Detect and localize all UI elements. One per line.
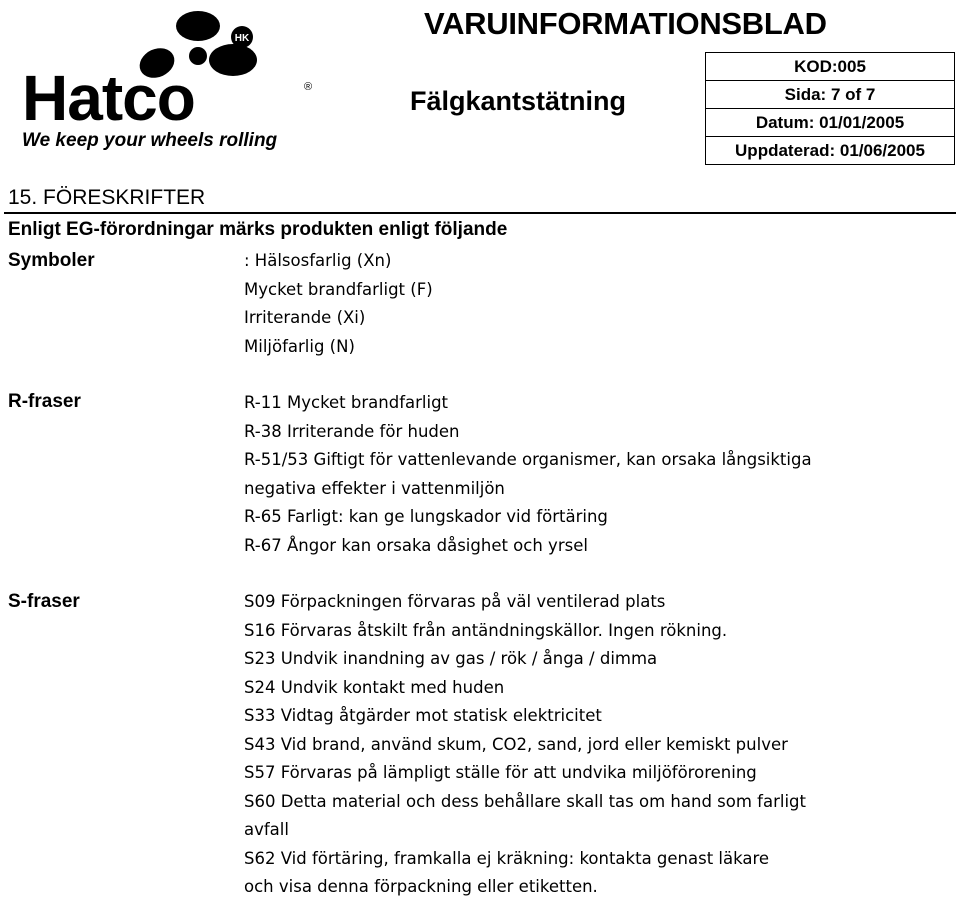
symboler-line: Irriterande (Xi) [244,308,366,327]
meta-kod: KOD:005 [706,53,955,81]
section-subtitle: Enligt EG-förordningar märks produkten enligt följande [8,219,508,240]
document-title: VARUINFORMATIONSBLAD [424,6,827,41]
symboler-line: : Hälsosfarlig (Xn) [244,251,392,270]
s-fras-line: S43 Vid brand, använd skum, CO2, sand, jord eller kemiskt pulver [244,734,788,754]
product-name: Fälgkantstätning [410,86,627,116]
s-fras-line: avfall [244,820,289,839]
r-fras-line: R-38 Irriterande för huden [244,421,460,441]
r-fras-line: negativa effekter i vattenmiljön [244,478,505,498]
hatco-logo [20,8,340,154]
s-fras-line: S57 Förvaras på lämpligt ställe för att undvika miljöförorening [244,763,757,782]
s-fras-line: S23 Undvik inandning av gas / rök / ånga / dimma [244,649,658,668]
s-fras-line: S33 Vidtag åtgärder mot statisk elektricitet [244,706,602,725]
symboler-label: Symboler [8,250,95,271]
logo-wordmark: Hatco [22,62,195,134]
meta-sida: Sida: 7 of 7 [706,81,955,109]
meta-datum: Datum: 01/01/2005 [706,109,955,137]
s-fraser-list [244,588,806,902]
registered-mark: ® [304,81,313,93]
document-header [0,0,960,158]
r-fraser-list [244,389,812,560]
symboler-line: Mycket brandfarligt (F) [244,279,433,299]
section-divider [4,212,956,214]
s-fras-line: S09 Förpackningen förvaras på väl ventilerad plats [244,592,666,611]
logo-tagline: We keep your wheels rolling [22,130,278,151]
s-fraser-label: S-fraser [8,591,80,612]
symboler-list [244,247,433,361]
s-fras-line: S24 Undvik kontakt med huden [244,677,505,697]
logo-badge: HK [234,33,250,44]
s-fras-line: S60 Detta material och dess behållare skall tas om hand som farligt [244,791,806,811]
s-fras-line: och visa denna förpackning eller etiketten. [244,877,598,896]
r-fras-line: R-65 Farligt: kan ge lungskador vid förtäring [244,507,608,526]
r-fraser-label: R-fraser [8,391,81,412]
symboler-line: Miljöfarlig (N) [244,336,355,356]
document-meta-table [705,52,955,165]
s-fras-line: S16 Förvaras åtskilt från antändningskällor. Ingen rökning. [244,620,728,640]
r-fras-line: R-11 Mycket brandfarligt [244,393,449,412]
r-fras-line: R-67 Ångor kan orsaka dåsighet och yrsel [244,535,588,555]
section-title: 15. FÖRESKRIFTER [8,186,206,209]
meta-uppdaterad: Uppdaterad: 01/06/2005 [706,137,955,165]
s-fras-line: S62 Vid förtäring, framkalla ej kräkning: kontakta genast läkare [244,848,770,868]
hatco-logo-graphic [20,8,340,154]
r-fras-line: R-51/53 Giftigt för vattenlevande organismer, kan orsaka långsiktiga [244,450,812,469]
